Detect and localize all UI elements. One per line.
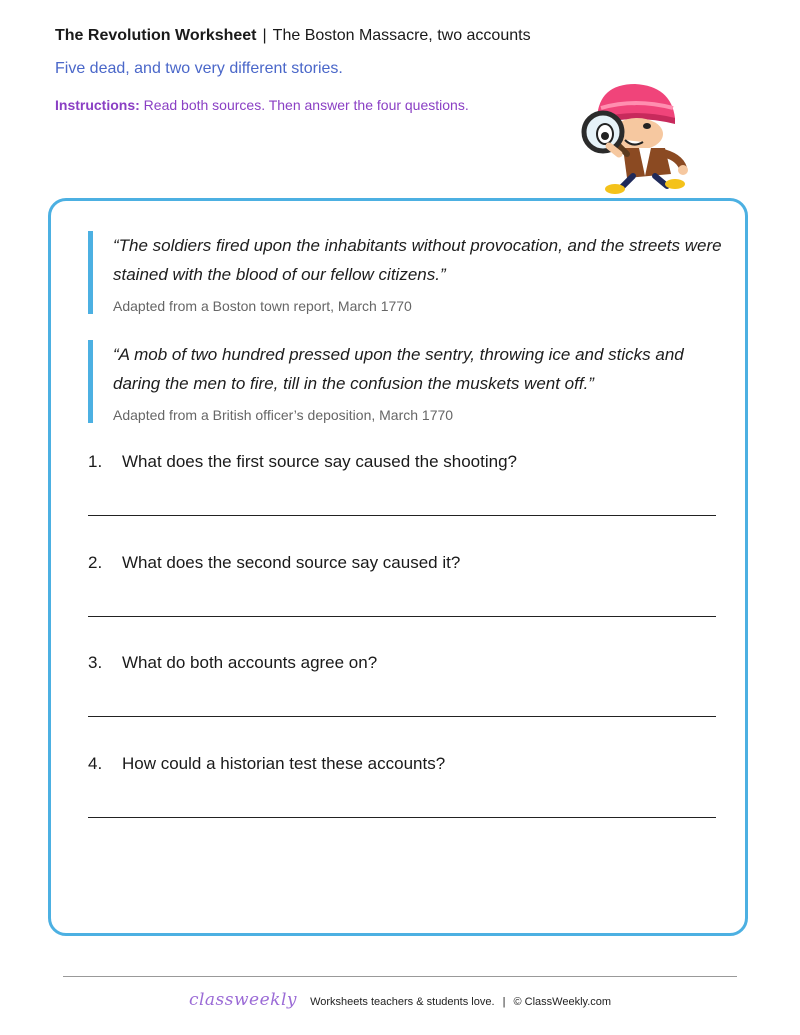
footer-tagline: Worksheets teachers & students love.	[310, 996, 495, 1008]
question-3	[88, 653, 716, 673]
footer-separator: |	[502, 996, 506, 1008]
question-number: 2.	[88, 553, 103, 572]
worksheet-card	[48, 198, 748, 936]
source-quote-text: “The soldiers fired upon the inhabitants without provocation, and the streets were stained with the blood of our fellow citizens.”	[113, 236, 722, 284]
instructions-label: Instructions:	[55, 97, 140, 113]
question-1	[88, 452, 716, 472]
footer-divider	[63, 976, 737, 977]
source-attribution: Adapted from a Boston town report, March 1770	[113, 298, 412, 314]
question-4	[88, 754, 716, 774]
worksheet-header	[55, 25, 531, 47]
title-separator: |	[262, 27, 267, 44]
footer-copyright: © ClassWeekly.com	[513, 996, 612, 1008]
instructions-text: Read both sources. Then answer the four questions.	[143, 97, 469, 113]
question-number: 1.	[88, 452, 103, 471]
worksheet-title: The Revolution Worksheet	[55, 27, 257, 44]
question-number: 4.	[88, 754, 103, 773]
answer-line[interactable]	[88, 716, 716, 717]
source-quote-text: “A mob of two hundred pressed upon the sentry, throwing ice and sticks and daring the men to fire, till in the confusion the muskets went off.”	[113, 345, 684, 393]
question-text: What does the first source say caused the shooting?	[122, 452, 518, 471]
source-attribution: Adapted from a British officer’s deposition, March 1770	[113, 407, 454, 423]
instructions	[55, 97, 469, 113]
detective-with-magnifying-glass-icon	[575, 78, 695, 196]
question-text: How could a historian test these accounts?	[122, 754, 446, 773]
page-title	[55, 25, 531, 47]
worksheet-topic: The Boston Massacre, two accounts	[272, 27, 531, 44]
brand-logo: classweekly	[188, 990, 297, 1010]
source-quote-1	[88, 231, 728, 314]
subtitle: Five dead, and two very different stories.	[55, 60, 343, 77]
footer	[0, 990, 800, 1010]
answer-line[interactable]	[88, 616, 716, 617]
answer-line[interactable]	[88, 817, 716, 818]
source-quote-2	[88, 340, 728, 423]
question-number: 3.	[88, 653, 103, 672]
question-text: What do both accounts agree on?	[122, 653, 378, 672]
answer-line[interactable]	[88, 515, 716, 516]
question-2	[88, 553, 716, 573]
question-text: What does the second source say caused it?	[122, 553, 461, 572]
